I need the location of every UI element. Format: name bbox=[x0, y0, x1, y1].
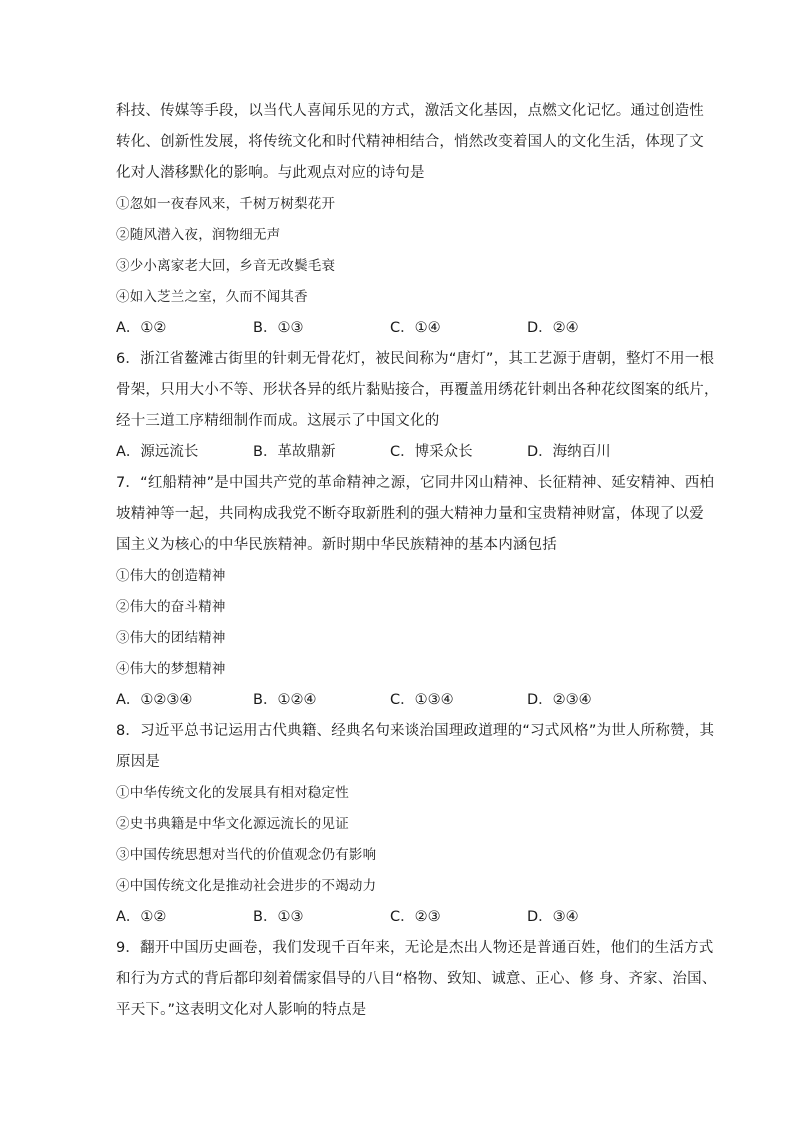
option-c: C．①④ bbox=[390, 320, 441, 336]
question-stem-line: 6．浙江省鳌滩古街里的针刺无骨花灯，被民间称为“唐灯”，其工艺源于唐朝，整灯不用一根 bbox=[116, 351, 715, 367]
option-d: D．②④ bbox=[527, 320, 579, 336]
question-stem-line: 骨架，只用大小不等、形状各异的纸片黏贴接合，再覆盖用绣花针刺出各种花纹图案的纸片， bbox=[116, 382, 719, 398]
statement-item: ④中国传统文化是推动社会进步的不竭动力 bbox=[116, 878, 377, 894]
question-8 bbox=[116, 716, 715, 933]
question-5 bbox=[116, 96, 704, 344]
question-stem-line: 原因是 bbox=[116, 754, 161, 770]
option-a: A．①② bbox=[116, 909, 167, 925]
statement-item: ④伟大的梦想精神 bbox=[116, 661, 226, 677]
option-a: A．①② bbox=[116, 320, 167, 336]
question-stem-line: 7．“红船精神”是中国共产党的革命精神之源，它同井冈山精神、长征精神、延安精神、西柏 bbox=[116, 475, 715, 491]
statement-item: ③中国传统思想对当代的价值观念仍有影响 bbox=[116, 847, 377, 863]
statement-item: ④如入芝兰之室，久而不闻其香 bbox=[116, 289, 308, 305]
question-stem-line: 转化、创新性发展，将传统文化和时代精神相结合，悄然改变着国人的文化生活，体现了文 bbox=[116, 134, 704, 150]
option-d: D．②③④ bbox=[527, 692, 592, 708]
answer-options bbox=[116, 437, 686, 468]
statement-item: ③少小离家老大回，乡音无改鬓毛衰 bbox=[116, 258, 336, 274]
statement-item: ①伟大的创造精神 bbox=[116, 568, 226, 584]
statement-item: ①中华传统文化的发展具有相对稳定性 bbox=[116, 785, 349, 801]
statement-item: ①忽如一夜春风来，千树万树梨花开 bbox=[116, 196, 336, 212]
question-7 bbox=[116, 468, 715, 716]
option-b: B．①②④ bbox=[253, 692, 317, 708]
option-b: B．①③ bbox=[253, 320, 304, 336]
answer-options bbox=[116, 902, 686, 933]
option-d: D．海纳百川 bbox=[527, 444, 611, 460]
question-stem-line: 平天下。”这表明文化对人影响的特点是 bbox=[116, 1002, 367, 1018]
answer-options bbox=[116, 313, 686, 344]
option-a: A．源远流长 bbox=[116, 444, 199, 460]
statement-item: ②伟大的奋斗精神 bbox=[116, 599, 226, 615]
statement-item: ③伟大的团结精神 bbox=[116, 630, 226, 646]
statement-item: ②随风潜入夜，润物细无声 bbox=[116, 227, 281, 243]
option-b: B．革故鼎新 bbox=[253, 444, 336, 460]
answer-options bbox=[116, 685, 686, 716]
option-c: C．博采众长 bbox=[390, 444, 473, 460]
question-stem-line: 8．习近平总书记运用古代典籍、经典名句来谈治国理政道理的“习式风格”为世人所称赞，其 bbox=[116, 723, 715, 739]
option-c: C．②③ bbox=[390, 909, 441, 925]
option-a: A．①②③④ bbox=[116, 692, 193, 708]
option-b: B．①③ bbox=[253, 909, 304, 925]
question-stem-line: 化对人潜移默化的影响。与此观点对应的诗句是 bbox=[116, 165, 425, 181]
question-6 bbox=[116, 344, 719, 468]
question-9 bbox=[116, 933, 717, 1026]
question-stem-line: 坡精神等一起，共同构成我党不断夺取新胜利的强大精神力量和宝贵精神财富，体现了以爱 bbox=[116, 506, 704, 522]
question-stem-line: 国主义为核心的中华民族精神。新时期中华民族精神的基本内涵包括 bbox=[116, 537, 557, 553]
question-stem-line: 经十三道工序精细制作而成。这展示了中国文化的 bbox=[116, 413, 440, 429]
question-stem-line: 科技、传媒等手段，以当代人喜闻乐见的方式，激活文化基因，点燃文化记忆。通过创造性 bbox=[116, 103, 704, 119]
option-c: C．①③④ bbox=[390, 692, 454, 708]
question-stem-line: 9．翻开中国历史画卷，我们发现千百年来，无论是杰出人物还是普通百姓，他们的生活方式 bbox=[116, 940, 714, 956]
question-stem-line: 和行为方式的背后都印刻着儒家倡导的八目“格物、致知、诚意、正心、修 身、齐家、治国、 bbox=[116, 971, 717, 987]
option-d: D．③④ bbox=[527, 909, 579, 925]
exam-page bbox=[116, 96, 719, 1026]
statement-item: ②史书典籍是中华文化源远流长的见证 bbox=[116, 816, 349, 832]
